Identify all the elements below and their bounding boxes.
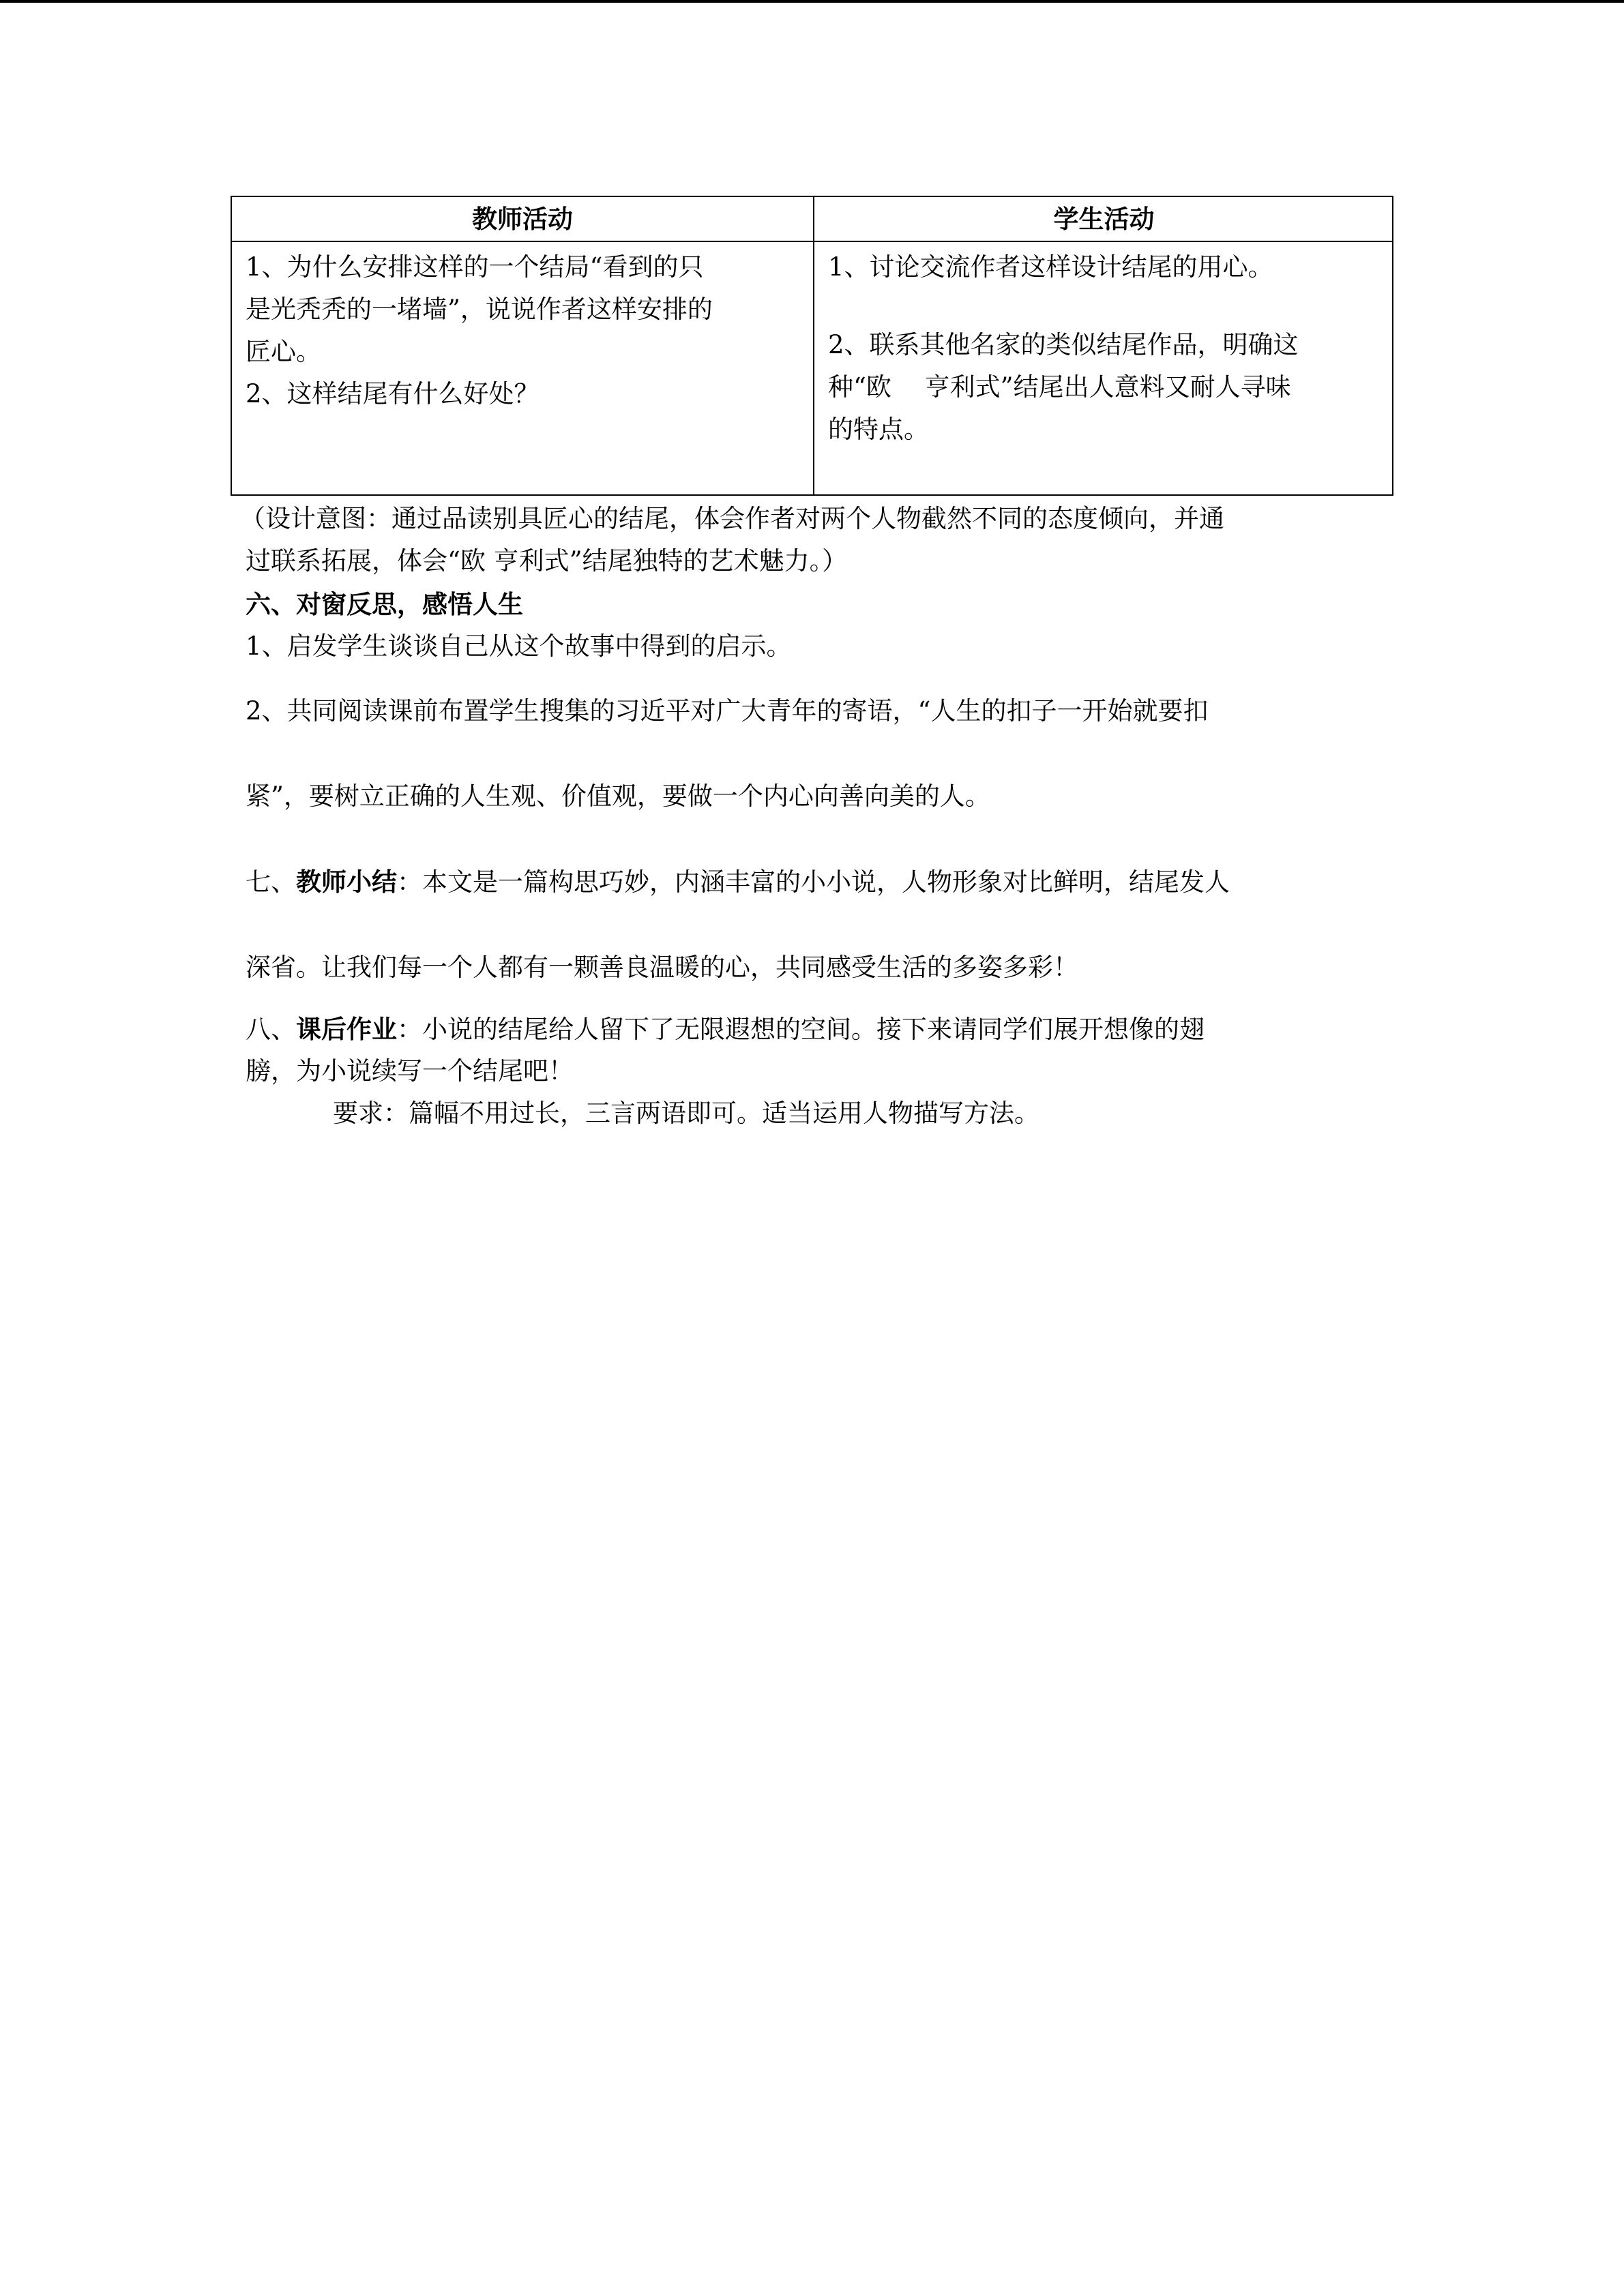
teacher-line: 匠心。	[246, 337, 321, 366]
section8-prefix: 八、	[246, 1015, 296, 1044]
student-line: 2、联系其他名家的类似结尾作品，明确这	[828, 330, 1299, 359]
section7-label: 教师小结	[296, 867, 397, 897]
teacher-activity-header: 教师活动	[472, 204, 573, 234]
teacher-line: 是光秃秃的一堵墙”，说说作者这样安排的	[246, 295, 713, 324]
section6-item-2-line-2: 紧”，要树立正确的人生观、价值观，要做一个内心向善向美的人。	[246, 781, 990, 811]
section8-text: ：小说的结尾给人留下了无限遐想的空间。接下来请同学们展开想像的翅	[397, 1015, 1205, 1044]
section8-label: 课后作业	[296, 1014, 397, 1044]
teacher-activity-cell	[246, 246, 803, 415]
student-activity-header: 学生活动	[1053, 204, 1155, 234]
teacher-line: 1、为什么安排这样的一个结局“看到的只	[246, 252, 704, 282]
student-line: 的特点。	[828, 415, 929, 444]
teacher-line: 2、这样结尾有什么好处？	[246, 379, 540, 408]
design-note-line: 过联系拓展，体会“欧 亨利式”结尾独特的艺术魅力。）	[246, 546, 848, 576]
section8-line-2: 膀，为小说续写一个结尾吧！	[246, 1056, 574, 1086]
section6-heading: 六、对窗反思，感悟人生	[246, 589, 523, 619]
section7-line-1	[246, 861, 1230, 904]
table-header-divider	[232, 241, 1392, 242]
section7-prefix: 七、	[246, 867, 296, 897]
section8-requirement: 要求：篇幅不用过长，三言两语即可。适当运用人物描写方法。	[333, 1099, 1039, 1128]
section6-item-1: 1、启发学生谈谈自己从这个故事中得到的启示。	[246, 631, 792, 661]
activity-table	[231, 196, 1393, 496]
student-line: 种“欧 亨利式”结尾出人意料又耐人寻味	[828, 372, 1291, 402]
student-item-1: 1、讨论交流作者这样设计结尾的用心。	[828, 252, 1273, 282]
student-activity-cell	[828, 246, 1384, 451]
section7-line-2: 深省。让我们每一个人都有一颗善良温暖的心，共同感受生活的多姿多彩！	[246, 953, 1078, 982]
section8-line-1	[246, 1008, 1205, 1051]
design-note-line: （设计意图：通过品读别具匠心的结尾，体会作者对两个人物截然不同的态度倾向，并通	[240, 504, 1224, 533]
section7-text: ：本文是一篇构思巧妙，内涵丰富的小小说，人物形象对比鲜明，结尾发人	[397, 867, 1230, 897]
section6-item-2-line-1: 2、共同阅读课前布置学生搜集的习近平对广大青年的寄语，“人生的扣子一开始就要扣	[246, 696, 1209, 726]
